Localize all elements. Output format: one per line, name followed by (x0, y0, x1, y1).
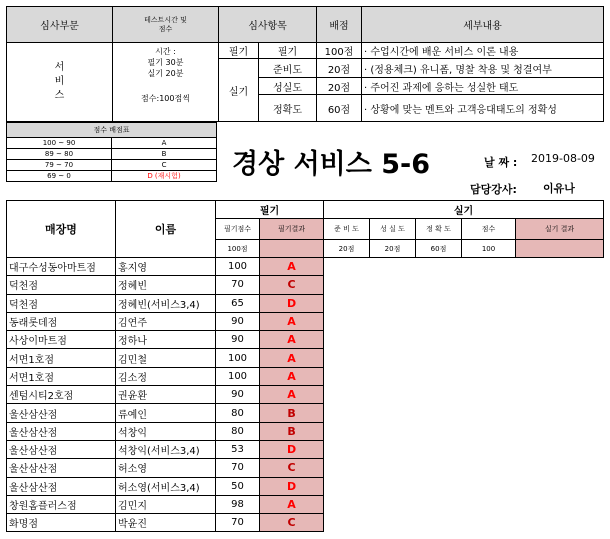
written-score-header: 필기점수 (216, 219, 260, 240)
empty-cell (416, 294, 462, 312)
store-cell: 울산삼산점 (7, 404, 116, 422)
name-cell: 김소정 (116, 367, 216, 385)
empty-cell (370, 422, 416, 440)
empty-cell (416, 331, 462, 349)
empty-cell (370, 331, 416, 349)
store-cell: 서면1호점 (7, 367, 116, 385)
criteria-table (6, 6, 604, 122)
empty-cell (516, 312, 604, 330)
grade-letter: A (112, 138, 217, 149)
empty-cell (516, 258, 604, 276)
item-points: 20점 (317, 59, 362, 78)
empty-cell (370, 495, 416, 513)
written-result-max (260, 240, 324, 258)
practical-header: 실기 (324, 201, 604, 219)
prep-header: 준 비 도 (324, 219, 370, 240)
header-category: 심사부문 (7, 7, 113, 43)
results-table (6, 200, 604, 532)
written-score-cell: 80 (216, 422, 260, 440)
empty-cell (462, 276, 516, 294)
empty-cell (370, 440, 416, 458)
item-detail: · 주어진 과제에 응하는 성실한 태도 (362, 78, 604, 95)
grade-letter: D (재시험) (112, 171, 217, 182)
practical-category: 실기 (219, 59, 259, 122)
store-cell: 울산삼산점 (7, 440, 116, 458)
name-cell: 김민철 (116, 349, 216, 367)
grade-letter: B (112, 149, 217, 160)
empty-cell (324, 514, 370, 532)
table-row (7, 422, 604, 440)
empty-cell (462, 404, 516, 422)
written-grade-cell: C (260, 459, 324, 477)
store-header: 매장명 (7, 201, 116, 258)
empty-cell (516, 276, 604, 294)
item-detail: · 상황에 맞는 멘트와 고객응대태도의 정확성 (362, 95, 604, 122)
name-cell: 홍지영 (116, 258, 216, 276)
section-service: 서 비 스 (7, 43, 113, 122)
name-cell: 허소영(서비스3,4) (116, 477, 216, 495)
name-cell: 정혜빈 (116, 276, 216, 294)
empty-cell (516, 294, 604, 312)
empty-cell (370, 349, 416, 367)
accuracy-max: 60점 (416, 240, 462, 258)
empty-cell (370, 276, 416, 294)
table-row (7, 514, 604, 532)
empty-cell (416, 440, 462, 458)
empty-cell (516, 440, 604, 458)
written-score-cell: 100 (216, 367, 260, 385)
empty-cell (324, 404, 370, 422)
written-grade-cell: A (260, 349, 324, 367)
empty-cell (516, 477, 604, 495)
empty-cell (416, 276, 462, 294)
name-cell: 김연주 (116, 312, 216, 330)
empty-cell (516, 514, 604, 532)
empty-cell (324, 349, 370, 367)
empty-cell (370, 312, 416, 330)
empty-cell (462, 331, 516, 349)
empty-cell (462, 386, 516, 404)
table-row (7, 386, 604, 404)
empty-cell (462, 258, 516, 276)
empty-cell (516, 367, 604, 385)
grade-range: 100 ~ 90 (7, 138, 112, 149)
store-cell: 대구수성동아마트점 (7, 258, 116, 276)
result-rows (7, 258, 604, 532)
name-cell: 권윤환 (116, 386, 216, 404)
store-cell: 센텀시티2호점 (7, 386, 116, 404)
written-grade-cell: B (260, 404, 324, 422)
empty-cell (516, 422, 604, 440)
table-row (7, 477, 604, 495)
item-points: 100점 (317, 43, 362, 59)
header-points: 배점 (317, 7, 362, 43)
written-score-cell: 100 (216, 258, 260, 276)
grade-table-title: 점수 배점표 (7, 123, 217, 138)
item-name: 준비도 (259, 59, 317, 78)
practical-max: 100 (462, 240, 516, 258)
name-cell: 류예인 (116, 404, 216, 422)
written-score-cell: 90 (216, 312, 260, 330)
empty-cell (324, 386, 370, 404)
empty-cell (370, 404, 416, 422)
table-row (7, 258, 604, 276)
table-row (7, 294, 604, 312)
empty-cell (416, 367, 462, 385)
empty-cell (324, 495, 370, 513)
written-grade-cell: D (260, 440, 324, 458)
empty-cell (324, 294, 370, 312)
empty-cell (370, 477, 416, 495)
written-grade-cell: C (260, 276, 324, 294)
store-cell: 덕천점 (7, 294, 116, 312)
store-cell: 덕천점 (7, 276, 116, 294)
written-grade-cell: A (260, 312, 324, 330)
written-grade-cell: A (260, 386, 324, 404)
empty-cell (416, 404, 462, 422)
written-score-cell: 100 (216, 349, 260, 367)
date-value: 2019-08-09 (531, 152, 595, 165)
test-time-cell (113, 43, 219, 122)
empty-cell (324, 440, 370, 458)
empty-cell (416, 477, 462, 495)
written-grade-cell: C (260, 514, 324, 532)
name-cell: 정혜빈(서비스3,4) (116, 294, 216, 312)
store-cell: 울산삼산점 (7, 422, 116, 440)
time-label: 시간 : (155, 47, 176, 56)
empty-cell (462, 514, 516, 532)
header-item: 심사항목 (219, 7, 317, 43)
header-detail: 세부내용 (362, 7, 604, 43)
score-note: 점수:100점씩 (141, 94, 190, 103)
written-result-header: 필기결과 (260, 219, 324, 240)
grade-range: 89 ~ 80 (7, 149, 112, 160)
grade-range: 79 ~ 70 (7, 160, 112, 171)
name-cell: 석창익 (116, 422, 216, 440)
written-category: 필기 (219, 43, 259, 59)
empty-cell (462, 294, 516, 312)
empty-cell (324, 367, 370, 385)
store-cell: 사상이마트점 (7, 331, 116, 349)
written-grade-cell: A (260, 258, 324, 276)
written-score-cell: 53 (216, 440, 260, 458)
table-row (7, 404, 604, 422)
empty-cell (516, 459, 604, 477)
written-grade-cell: D (260, 477, 324, 495)
written-grade-cell: B (260, 422, 324, 440)
written-score-cell: 90 (216, 331, 260, 349)
written-score-cell: 80 (216, 404, 260, 422)
empty-cell (516, 386, 604, 404)
empty-cell (324, 477, 370, 495)
item-name: 정확도 (259, 95, 317, 122)
table-row (7, 312, 604, 330)
empty-cell (370, 459, 416, 477)
written-score-cell: 65 (216, 294, 260, 312)
item-points: 20점 (317, 78, 362, 95)
empty-cell (416, 312, 462, 330)
empty-cell (516, 404, 604, 422)
item-detail: · 수업시간에 배운 서비스 이론 내용 (362, 43, 604, 59)
empty-cell (370, 294, 416, 312)
empty-cell (324, 276, 370, 294)
written-time: 필기 30분 (147, 58, 184, 67)
empty-cell (462, 477, 516, 495)
empty-cell (370, 386, 416, 404)
empty-cell (324, 258, 370, 276)
name-cell: 허소영 (116, 459, 216, 477)
empty-cell (416, 386, 462, 404)
teacher-label: 담당강사: (470, 183, 517, 196)
item-name: 성실도 (259, 78, 317, 95)
empty-cell (462, 349, 516, 367)
item-name: 필기 (259, 43, 317, 59)
table-row (7, 495, 604, 513)
table-row (7, 331, 604, 349)
written-grade-cell: A (260, 367, 324, 385)
date-label: 날 짜 : (484, 156, 518, 169)
empty-cell (416, 495, 462, 513)
name-cell: 김민지 (116, 495, 216, 513)
grade-range: 69 ~ 0 (7, 171, 112, 182)
name-cell: 석창익(서비스3,4) (116, 440, 216, 458)
store-cell: 울산삼산점 (7, 477, 116, 495)
accuracy-header: 정 확 도 (416, 219, 462, 240)
empty-cell (324, 459, 370, 477)
written-score-cell: 70 (216, 459, 260, 477)
empty-cell (462, 495, 516, 513)
table-row (7, 440, 604, 458)
written-score-cell: 50 (216, 477, 260, 495)
empty-cell (416, 459, 462, 477)
table-row (7, 459, 604, 477)
written-grade-cell: D (260, 294, 324, 312)
empty-cell (416, 514, 462, 532)
table-row (7, 349, 604, 367)
empty-cell (516, 349, 604, 367)
table-row (7, 276, 604, 294)
header-test-time: 테스트시간 및 점수 (113, 7, 219, 43)
written-header: 필기 (216, 201, 324, 219)
written-grade-cell: A (260, 331, 324, 349)
empty-cell (416, 258, 462, 276)
empty-cell (370, 514, 416, 532)
practical-time: 실기 20분 (147, 69, 184, 78)
teacher-value: 이유나 (543, 182, 575, 195)
sincerity-max: 20점 (370, 240, 416, 258)
practical-result-max (516, 240, 604, 258)
empty-cell (416, 349, 462, 367)
written-score-cell: 98 (216, 495, 260, 513)
name-cell: 정하나 (116, 331, 216, 349)
page-title: 경상 서비스 5-6 (232, 149, 430, 180)
empty-cell (462, 459, 516, 477)
written-score-cell: 70 (216, 514, 260, 532)
written-score-cell: 70 (216, 276, 260, 294)
empty-cell (516, 495, 604, 513)
empty-cell (462, 367, 516, 385)
sincerity-header: 성 실 도 (370, 219, 416, 240)
prep-max: 20점 (324, 240, 370, 258)
empty-cell (324, 312, 370, 330)
empty-cell (516, 331, 604, 349)
empty-cell (416, 422, 462, 440)
store-cell: 화명점 (7, 514, 116, 532)
empty-cell (462, 440, 516, 458)
store-cell: 울산삼산점 (7, 459, 116, 477)
store-cell: 동래롯데점 (7, 312, 116, 330)
practical-result-header: 실기 결과 (516, 219, 604, 240)
grade-letter: C (112, 160, 217, 171)
empty-cell (462, 422, 516, 440)
item-detail: · (정용체크) 유니폼, 명찰 착용 및 청결여부 (362, 59, 604, 78)
name-header: 이름 (116, 201, 216, 258)
empty-cell (462, 312, 516, 330)
store-cell: 창원홈플러스점 (7, 495, 116, 513)
written-max: 100점 (216, 240, 260, 258)
written-score-cell: 90 (216, 386, 260, 404)
empty-cell (324, 422, 370, 440)
empty-cell (324, 331, 370, 349)
score-header: 점수 (462, 219, 516, 240)
item-points: 60점 (317, 95, 362, 122)
store-cell: 서면1호점 (7, 349, 116, 367)
grade-table (6, 122, 217, 182)
name-cell: 박윤진 (116, 514, 216, 532)
empty-cell (370, 367, 416, 385)
written-grade-cell: A (260, 495, 324, 513)
empty-cell (370, 258, 416, 276)
table-row (7, 367, 604, 385)
